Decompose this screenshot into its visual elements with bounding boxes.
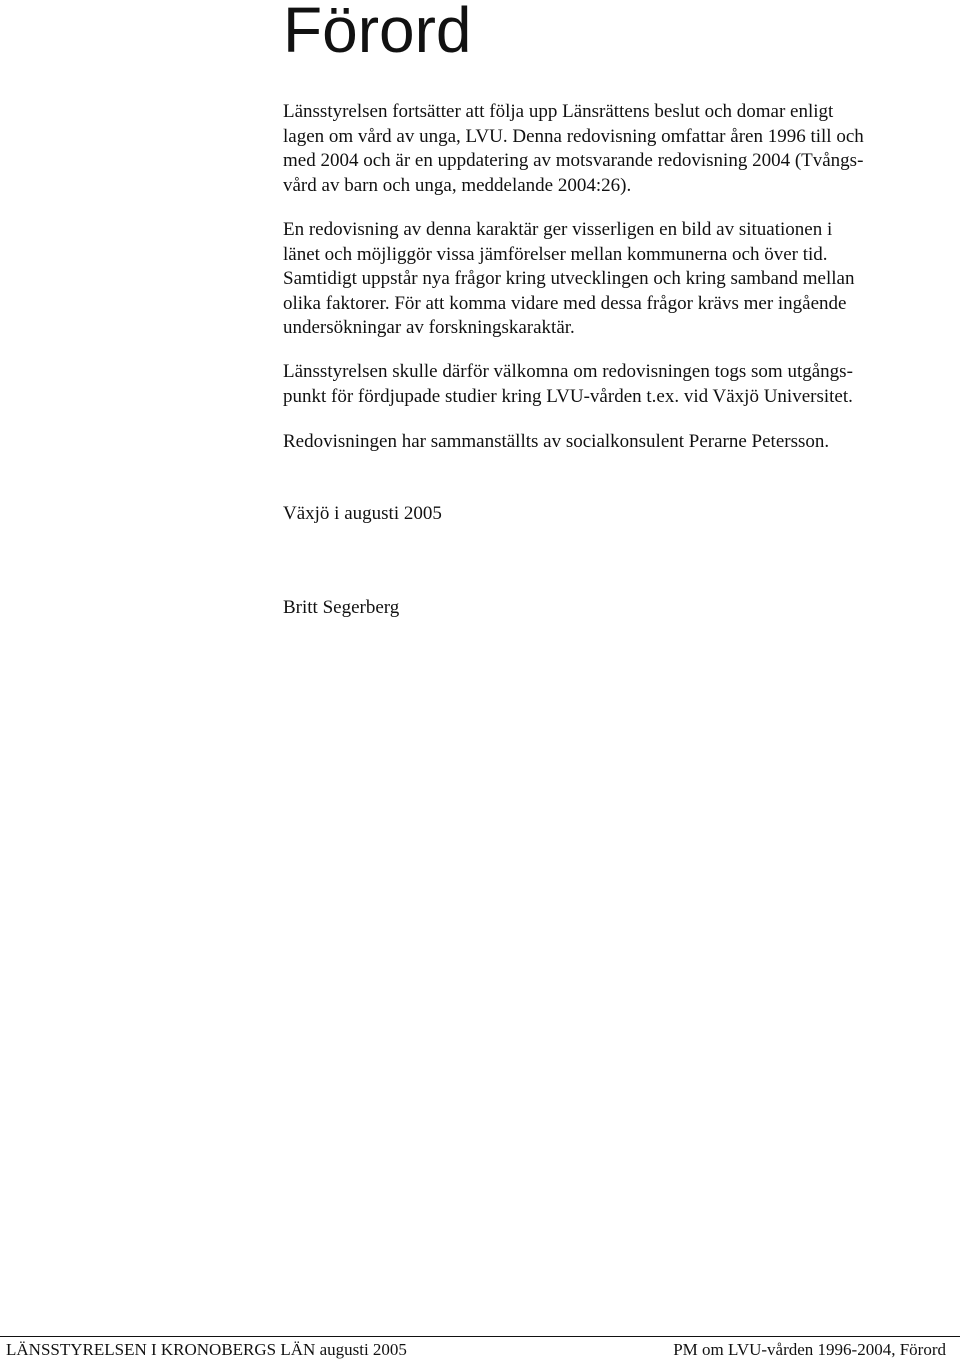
paragraph-author [283,430,943,455]
footer-right-text: PM om LVU-vården 1996-2004, Förord [673,1340,946,1359]
page-title: Förord [283,0,472,66]
paragraph-line: olika faktorer. För att komma vidare med dessa frågor krävs mer ingående [283,292,847,314]
paragraph-line: Redovisningen har sammanställts av socialkonsulent Perarne Petersson. [283,431,830,452]
signature-name: Britt Segerberg [283,597,400,618]
paragraph-line: punkt för fördjupade studier kring LVU-vården t.ex. vid Växjö Universitet. [283,385,853,407]
paragraph-line: Länsstyrelsen fortsätter att följa upp Länsrättens beslut och domar enligt [283,101,834,122]
page-footer [0,1336,960,1362]
paragraph-line: En redovisning av denna karaktär ger visserligen en bild av situationen i [283,219,833,240]
paragraph-line: länet och möjliggör vissa jämförelser mellan kommunerna och över tid. [283,243,828,265]
paragraph-line: Länsstyrelsen skulle därför välkomna om redovisningen togs som utgångs- [283,361,853,382]
paragraph-line: vård av barn och unga, meddelande 2004:26). [283,174,632,196]
paragraph-line: undersökningar av forskningskaraktär. [283,317,575,338]
paragraph-line: med 2004 och är en uppdatering av motsvarande redovisning 2004 (Tvångs- [283,150,864,171]
paragraph-research [283,360,943,409]
footer-left-text: LÄNSSTYRELSEN I KRONOBERGS LÄN augusti 2005 [6,1340,407,1359]
paragraph-intro [283,100,943,198]
paragraph-line: Samtidigt uppstår nya frågor kring utvecklingen och kring samband mellan [283,268,855,289]
paragraph-scope [283,218,943,341]
place-date: Växjö i augusti 2005 [283,503,442,524]
paragraph-line: lagen om vård av unga, LVU. Denna redovisning omfattar åren 1996 till och [283,125,864,147]
